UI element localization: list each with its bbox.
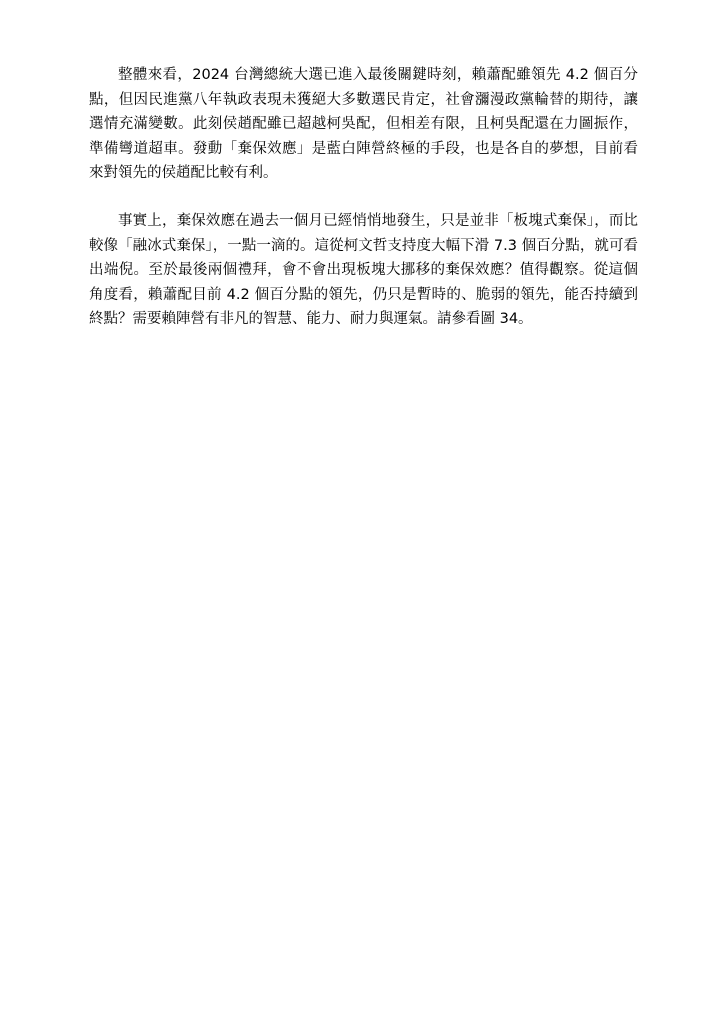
- document-page: [89, 63, 638, 332]
- paragraph-1: 整體來看，2024 台灣總統大選已進入最後關鍵時刻，賴蕭配雖領先 4.2 個百分點，但因民進黨八年執政表現未獲絕大多數選民肯定，社會瀰漫政黨輪替的期待，讓選情充滿變數。此刻侯趙配雖已超越柯吳配，但相差有限，且柯吳配還在力圖振作，準備彎道超車。發動「棄保效應」是藍白陣營終極的手段，也是各自的夢想，目前看來對領先的侯趙配比較有利。: [89, 67, 638, 182]
- paragraph-2: 事實上，棄保效應在過去一個月已經悄悄地發生，只是並非「板塊式棄保」，而比較像「融冰式棄保」，一點一滴的。這從柯文哲支持度大幅下滑 7.3 個百分點，就可看出端倪。至於最後兩個禮拜，會不會出現板塊大挪移的棄保效應？值得觀察。從這個角度看，賴蕭配目前 4.2 個百分點的領先，仍只是暫時的、脆弱的領先，能否持續到終點？需要賴陣營有非凡的智慧、能力、耐力與運氣。請參看圖 34。: [89, 212, 638, 328]
